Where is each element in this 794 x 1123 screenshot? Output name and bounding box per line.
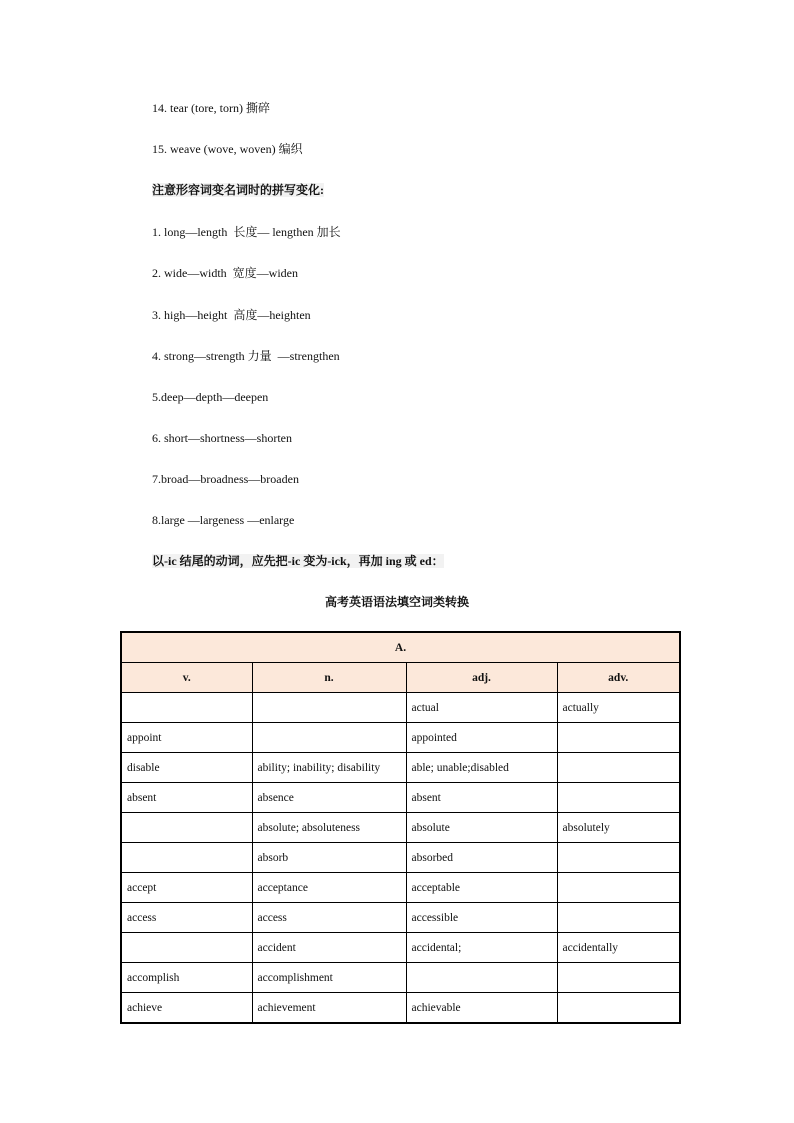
table-cell xyxy=(557,963,680,993)
table-cell: accident xyxy=(252,933,406,963)
table-row xyxy=(121,753,680,783)
table-cell: accidental; xyxy=(406,933,557,963)
table-row xyxy=(121,993,680,1024)
table-cell: accomplish xyxy=(121,963,252,993)
table-cell xyxy=(557,873,680,903)
table-cell: appointed xyxy=(406,723,557,753)
table-cell: acceptable xyxy=(406,873,557,903)
table-cell xyxy=(121,813,252,843)
adj-noun-line: 4. strong—strength 力量 —strengthen xyxy=(152,349,340,363)
column-header: n. xyxy=(252,663,406,693)
table-cell xyxy=(406,963,557,993)
table-cell xyxy=(557,843,680,873)
table-cell xyxy=(121,693,252,723)
table-cell: accidentally xyxy=(557,933,680,963)
adj-noun-line: 8.large —largeness —enlarge xyxy=(152,513,295,527)
table-cell xyxy=(557,753,680,783)
table-row xyxy=(121,813,680,843)
column-header: adv. xyxy=(557,663,680,693)
intro-line: 15. weave (wove, woven) 编织 xyxy=(152,142,303,156)
adj-noun-line: 6. short—shortness—shorten xyxy=(152,431,292,445)
table-cell: able; unable;disabled xyxy=(406,753,557,783)
table-cell: absorb xyxy=(252,843,406,873)
table-section-header: A. xyxy=(121,632,680,663)
adj-noun-line: 2. wide—width 宽度—widen xyxy=(152,266,298,280)
table-cell: appoint xyxy=(121,723,252,753)
table-title: 高考英语语法填空词类转换 xyxy=(324,595,469,609)
table-cell xyxy=(252,693,406,723)
table-cell xyxy=(557,903,680,933)
table-cell xyxy=(557,783,680,813)
section-heading-text: 以-ic 结尾的动词，应先把-ic 变为-ick，再加 ing 或 ed： xyxy=(152,554,444,568)
table-cell: disable xyxy=(121,753,252,783)
table-cell: actual xyxy=(406,693,557,723)
table-cell: achievable xyxy=(406,993,557,1024)
column-header: v. xyxy=(121,663,252,693)
table-row xyxy=(121,843,680,873)
section-heading xyxy=(152,553,444,569)
adj-noun-line: 1. long—length 长度— lengthen 加长 xyxy=(152,225,341,239)
table-cell: acceptance xyxy=(252,873,406,903)
table-cell: absence xyxy=(252,783,406,813)
table-row xyxy=(121,783,680,813)
table-cell: absolute xyxy=(406,813,557,843)
section-heading-text: 注意形容词变名词时的拼写变化: xyxy=(152,183,324,197)
table-row xyxy=(121,873,680,903)
table-cell: accessible xyxy=(406,903,557,933)
table-row xyxy=(121,963,680,993)
table-cell: accomplishment xyxy=(252,963,406,993)
adj-noun-line: 3. high—height 高度—heighten xyxy=(152,308,311,322)
table-cell: ability; inability; disability xyxy=(252,753,406,783)
section-heading xyxy=(152,182,324,198)
table-cell: absent xyxy=(406,783,557,813)
table-cell: achievement xyxy=(252,993,406,1024)
table-cell: achieve xyxy=(121,993,252,1024)
table-cell: actually xyxy=(557,693,680,723)
table-cell: absolute; absoluteness xyxy=(252,813,406,843)
table-cell: access xyxy=(252,903,406,933)
table-row xyxy=(121,723,680,753)
table-cell: access xyxy=(121,903,252,933)
table-row xyxy=(121,933,680,963)
table-cell xyxy=(557,993,680,1024)
table-cell: absent xyxy=(121,783,252,813)
table-cell xyxy=(252,723,406,753)
table-cell: absorbed xyxy=(406,843,557,873)
table-cell xyxy=(557,723,680,753)
column-header: adj. xyxy=(406,663,557,693)
adj-noun-line: 5.deep—depth—deepen xyxy=(152,390,269,404)
table-cell xyxy=(121,933,252,963)
table-row xyxy=(121,903,680,933)
word-class-table xyxy=(120,631,681,1024)
adj-noun-line: 7.broad—broadness—broaden xyxy=(152,472,299,486)
table-cell xyxy=(121,843,252,873)
intro-line: 14. tear (tore, torn) 撕碎 xyxy=(152,101,270,115)
table-row xyxy=(121,693,680,723)
table-cell: absolutely xyxy=(557,813,680,843)
table-cell: accept xyxy=(121,873,252,903)
